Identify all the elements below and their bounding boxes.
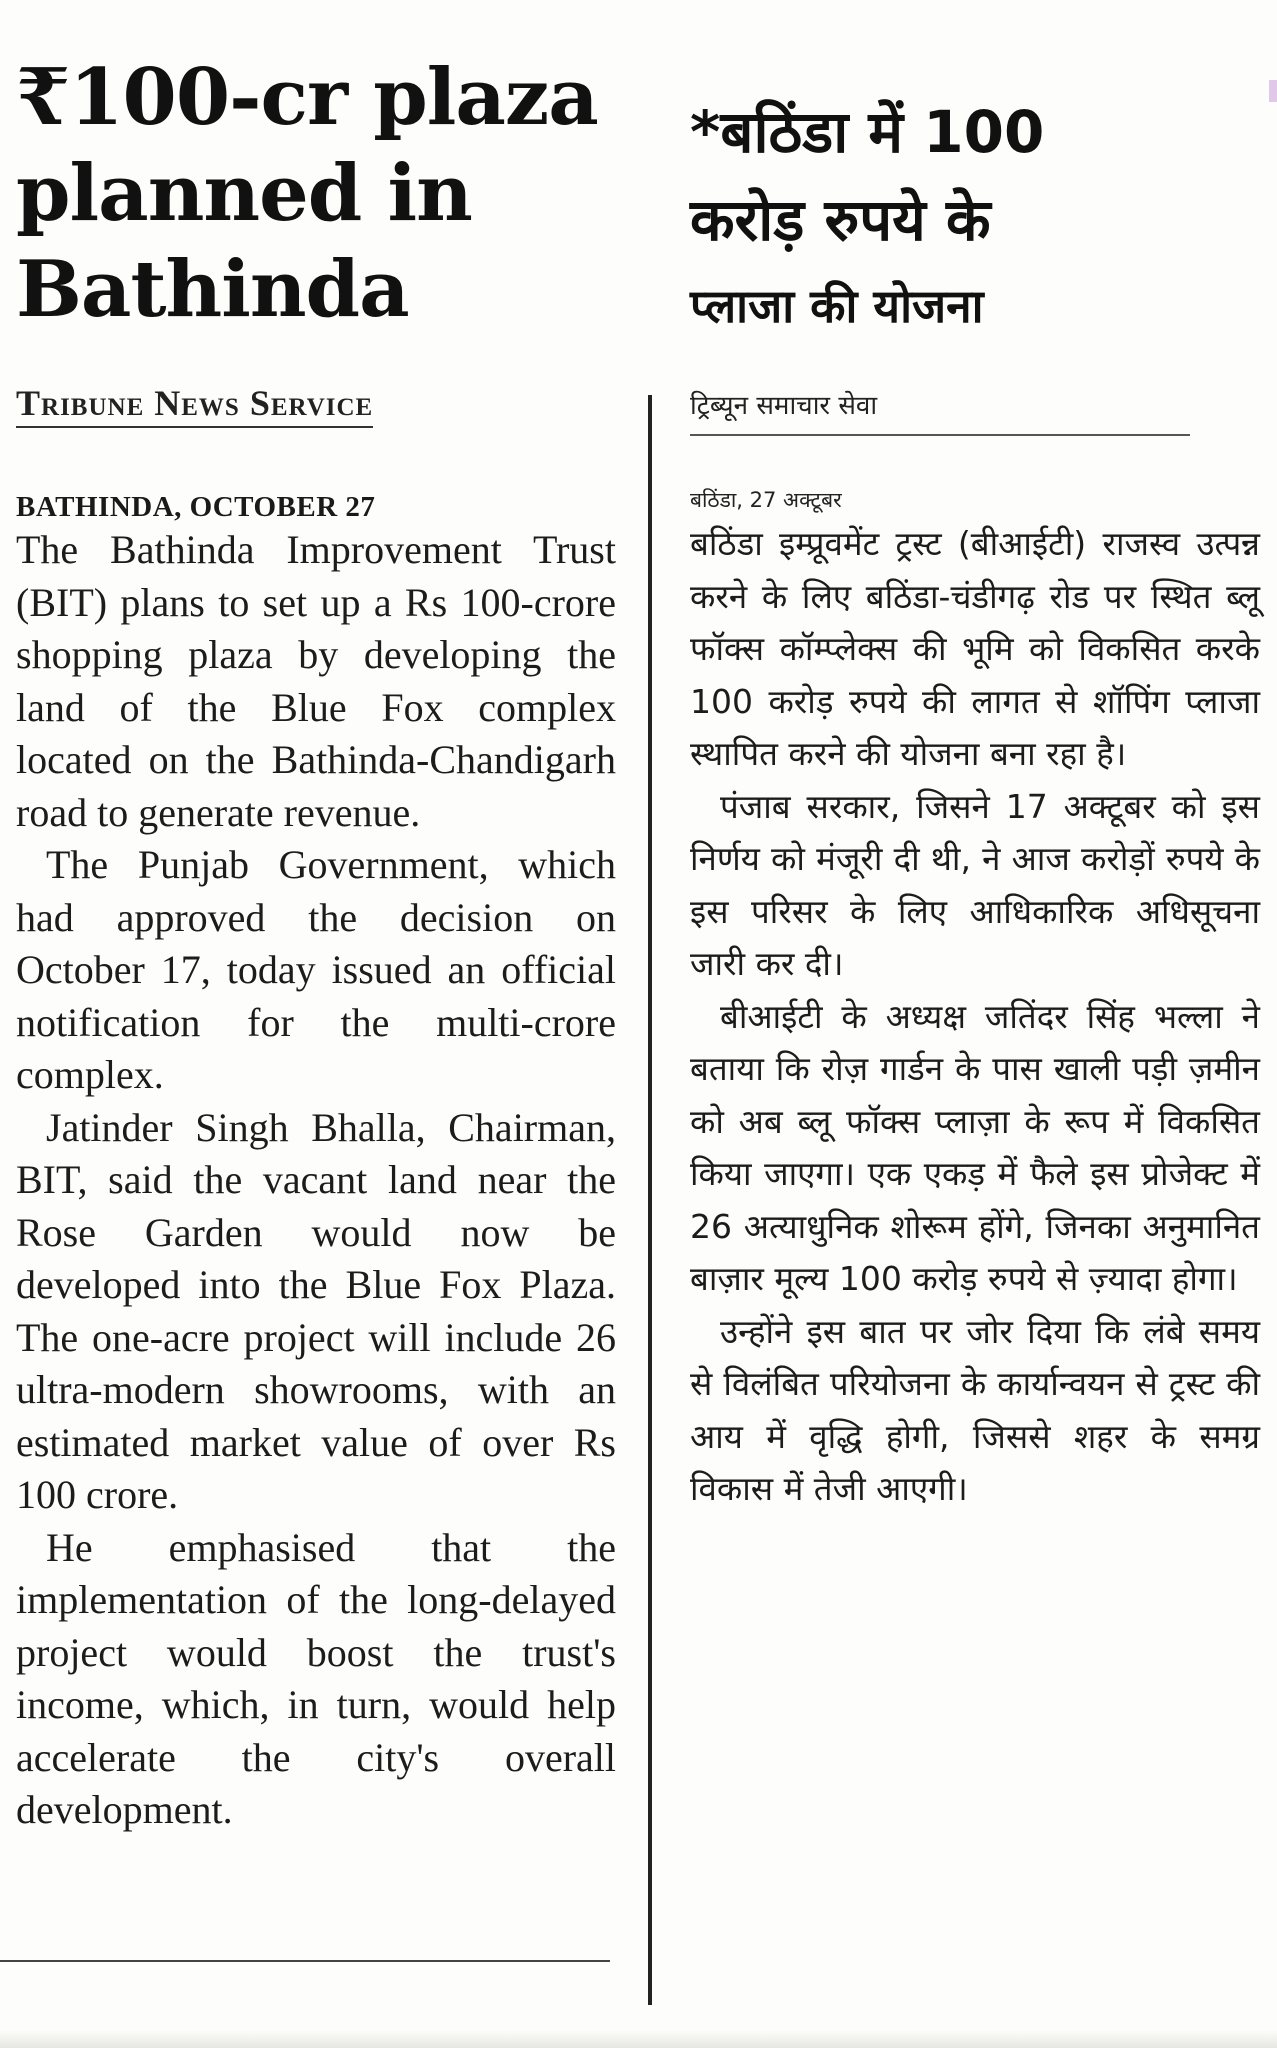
hindi-paragraph: बीआईटी के अध्यक्ष जतिंदर सिंह भल्ला ने बताया कि रोज़ गार्डन के पास खाली पड़ी ज़मीन को अब ब्लू फॉक्स प्लाज़ा के रूप में विकसित किया जाएगा। एक एकड़ में फैले इस प्रोजेक्ट में 26 अत्याधुनिक शोरूम होंगे, जिनका अनुमानित बाज़ार मूल्य 100 करोड़ रुपये से ज़्यादा होगा।: [690, 996, 1260, 1298]
column-divider: [648, 395, 652, 2005]
hindi-headline: [690, 90, 1260, 346]
hindi-paragraph: पंजाब सरकार, जिसने 17 अक्टूबर को इस निर्णय को मंजूरी दी थी, ने आज करोड़ों रुपये के इस परिसर के लिए आधिकारिक अधिसूचना जारी कर दी।: [690, 786, 1260, 983]
hindi-paragraph: बठिंडा इम्प्रूवमेंट ट्रस्ट (बीआईटी) राजस्व उत्पन्न करने के लिए बठिंडा-चंडीगढ़ रोड पर स्थित ब्लू फॉक्स कॉम्प्लेक्स की भूमि को विकसित करके 100 करोड़ रुपये की लागत से शॉपिंग प्लाजा स्थापित करने की योजना बना रहा है।: [690, 524, 1260, 773]
hindi-paragraph: उन्होंने इस बात पर जोर दिया कि लंबे समय से विलंबित परियोजना के कार्यान्वयन से ट्रस्ट की आय में वृद्धि होगी, जिससे शहर के समग्र विकास में तेजी आएगी।: [690, 1311, 1260, 1508]
english-paragraph: The Punjab Government, which had approved the decision on October 17, today issued an official notification for the multi-crore complex.: [16, 842, 616, 1097]
english-paragraph: He emphasised that the implementation of the long-delayed project would boost the trust's income, which, in turn, would help accelerate the city's overall development.: [16, 1524, 616, 1832]
edge-mark: [1269, 80, 1277, 102]
english-paragraph: Jatinder Singh Bhalla, Chairman, BIT, said the vacant land near the Rose Garden would now be developed into the Blue Fox Plaza. The one-acre project will include 26 ultra-modern showrooms, with an estimated market value of over Rs 100 crore.: [16, 1104, 616, 1517]
cropped-footer-strip: [0, 2030, 1277, 2048]
english-paragraph: The Bathinda Improvement Trust (BIT) plans to set up a Rs 100-crore shopping plaza by developing the land of the Blue Fox complex located on the Bathinda-Chandigarh road to generate revenue.: [16, 527, 616, 835]
hindi-dateline: बठिंडा, 27 अक्टूबर: [690, 488, 842, 512]
hindi-body: [690, 518, 1260, 1516]
english-body: [16, 524, 616, 1837]
hindi-article: [690, 90, 1260, 1516]
english-headline-line: Bathinda: [16, 244, 409, 335]
hindi-headline-line: करोड़ रुपये के: [690, 186, 991, 254]
hindi-headline-line: *बठिंडा में 100: [690, 98, 1045, 166]
hindi-headline-line: प्लाजा की योजना: [690, 279, 984, 333]
english-dateline: BATHINDA, OCTOBER 27: [16, 491, 376, 523]
english-article: [16, 50, 616, 1837]
english-headline: [16, 50, 616, 338]
bottom-rule: [0, 1960, 610, 1962]
hindi-byline: ट्रिब्यून समाचार सेवा: [690, 386, 1190, 436]
english-headline-line: ₹100-cr plaza: [16, 52, 598, 143]
english-headline-line: planned in: [16, 148, 472, 239]
english-byline: Tribune News Service: [16, 382, 373, 428]
